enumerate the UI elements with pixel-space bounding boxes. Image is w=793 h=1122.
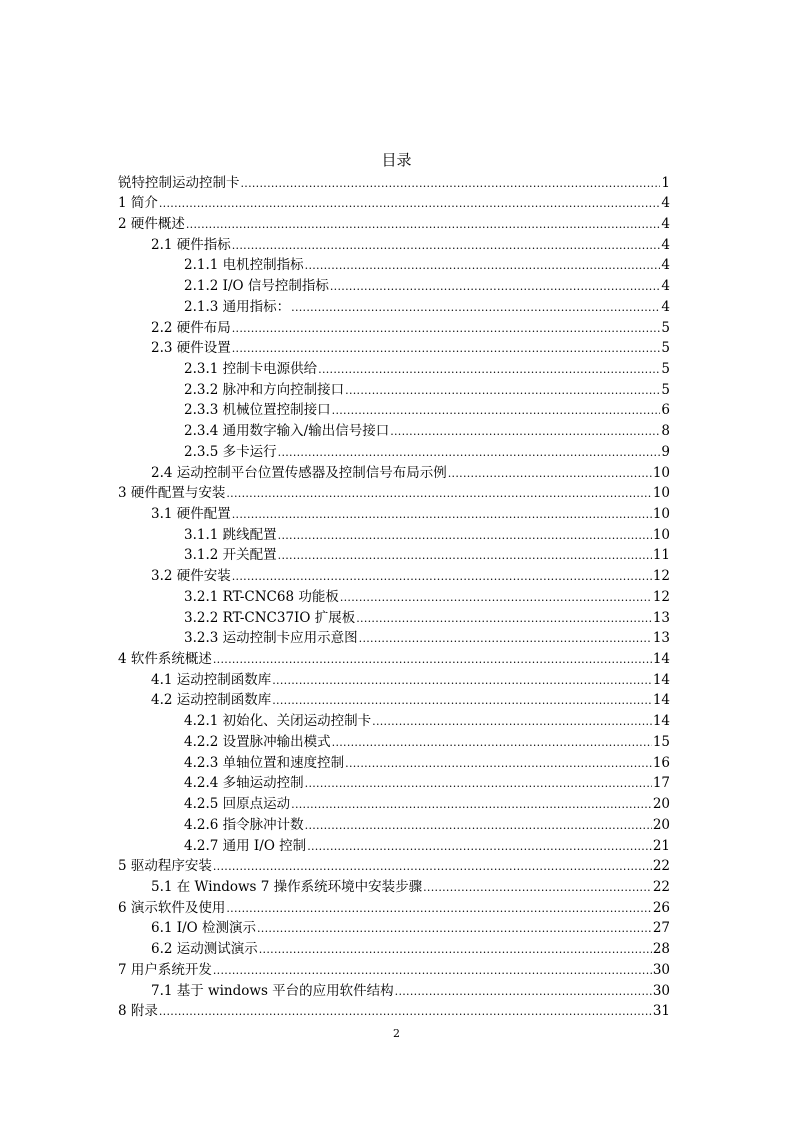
toc-entry-page: 4 bbox=[661, 257, 670, 274]
toc-dot-leader bbox=[159, 1001, 652, 1023]
toc-entry-text: 2.3.3 机械位置控制接口 bbox=[184, 402, 331, 419]
toc-entry-text: 2.3.5 多卡运行 bbox=[184, 443, 277, 460]
toc-dot-leader bbox=[186, 214, 661, 236]
toc-entry-text: 4.2.6 指令脉冲计数 bbox=[184, 816, 304, 833]
toc-dot-leader bbox=[345, 380, 660, 402]
toc-dot-leader bbox=[226, 898, 651, 920]
toc-entry-text: 3.2.2 RT-CNC37IO 扩展板 bbox=[184, 609, 356, 626]
toc-entry-text: 3 硬件配置与安装 bbox=[118, 485, 226, 502]
toc-dot-leader bbox=[232, 338, 661, 360]
toc-entry-text: 3.2.1 RT-CNC68 功能板 bbox=[184, 588, 339, 605]
toc-entry-text: 4.1 运动控制函数库 bbox=[151, 671, 272, 688]
toc-entry-text: 2.1.1 电机控制指标 bbox=[184, 257, 304, 274]
toc-dot-leader bbox=[340, 587, 652, 609]
toc-entry-text: 4 软件系统概述 bbox=[118, 651, 212, 668]
toc-entry[interactable] bbox=[118, 193, 670, 214]
toc-entry-page: 10 bbox=[652, 485, 670, 502]
toc-entry[interactable] bbox=[118, 276, 670, 297]
toc-entry[interactable] bbox=[118, 442, 670, 463]
toc-entry[interactable] bbox=[118, 649, 670, 670]
toc-entry-text: 6 演示软件及使用 bbox=[118, 899, 226, 916]
toc-entry[interactable] bbox=[118, 670, 670, 691]
toc-entry-page: 9 bbox=[661, 443, 670, 460]
toc-entry[interactable] bbox=[118, 981, 670, 1002]
toc-entry-page: 8 bbox=[661, 423, 670, 440]
toc-entry-text: 2.2 硬件布局 bbox=[151, 319, 231, 336]
toc-entry-page: 12 bbox=[652, 588, 670, 605]
toc-entry-page: 1 bbox=[661, 174, 670, 191]
toc-entry-text: 3.1 硬件配置 bbox=[151, 506, 231, 522]
toc-dot-leader bbox=[259, 939, 652, 961]
toc-entry-text: 3.2 硬件安装 bbox=[151, 568, 231, 585]
toc-dot-leader bbox=[232, 566, 652, 588]
toc-entry-page: 11 bbox=[652, 547, 670, 564]
toc-entry-page: 14 bbox=[652, 713, 670, 730]
toc-dot-leader bbox=[232, 504, 652, 526]
toc-dot-leader bbox=[330, 276, 661, 298]
toc-entry[interactable] bbox=[118, 255, 670, 276]
toc-entry-text: 4.2.1 初始化、关闭运动控制卡 bbox=[184, 713, 372, 730]
toc-dot-leader bbox=[213, 856, 652, 878]
toc-entry-text: 8 附录 bbox=[118, 1003, 158, 1020]
toc-dot-leader bbox=[257, 918, 652, 940]
toc-entry[interactable] bbox=[118, 608, 670, 629]
toc-dot-leader bbox=[305, 773, 652, 795]
toc-entry-text: 3.2.3 运动控制卡应用示意图 bbox=[184, 630, 358, 647]
toc-dot-leader bbox=[159, 193, 661, 215]
toc-dot-leader bbox=[372, 711, 652, 733]
toc-entry[interactable] bbox=[118, 525, 670, 546]
toc-entry-page: 15 bbox=[652, 733, 670, 750]
page-number: 2 bbox=[393, 1027, 400, 1040]
toc-entry-page: 14 bbox=[652, 671, 670, 688]
toc-dot-leader bbox=[291, 297, 660, 319]
toc-entry-text: 2.4 运动控制平台位置传感器及控制信号布局示例 bbox=[151, 464, 447, 481]
toc-title: 目录 bbox=[381, 151, 412, 169]
toc-entry-page: 31 bbox=[652, 1003, 670, 1020]
toc-entry[interactable] bbox=[118, 815, 670, 836]
toc-dot-leader bbox=[213, 649, 652, 671]
toc-entry[interactable] bbox=[118, 545, 670, 566]
toc-entry[interactable] bbox=[118, 960, 670, 981]
toc-entry-page: 30 bbox=[652, 982, 670, 999]
toc-entry[interactable] bbox=[118, 836, 670, 857]
toc-entry[interactable] bbox=[118, 877, 670, 898]
toc-entry[interactable] bbox=[118, 794, 670, 815]
toc-entry-page: 26 bbox=[652, 899, 670, 916]
toc-entry[interactable] bbox=[118, 939, 670, 960]
toc-dot-leader bbox=[278, 442, 661, 464]
toc-entry-text: 6.1 I/O 检测演示 bbox=[151, 920, 257, 937]
toc-entry-text: 2.3.2 脉冲和方向控制接口 bbox=[184, 381, 345, 398]
toc-entry-text: 1 简介 bbox=[118, 195, 158, 212]
toc-entry-text: 7 用户系统开发 bbox=[118, 961, 212, 978]
toc-entry[interactable] bbox=[118, 753, 670, 774]
toc-entry[interactable] bbox=[118, 856, 670, 877]
toc-entry-page: 22 bbox=[652, 878, 670, 895]
toc-dot-leader bbox=[318, 359, 660, 381]
toc-entry-text: 2.3.4 通用数字输入/输出信号接口 bbox=[184, 423, 390, 440]
toc-dot-leader bbox=[305, 815, 652, 837]
toc-entry[interactable] bbox=[118, 587, 670, 608]
toc-entry[interactable] bbox=[118, 297, 670, 318]
toc-entry-text: 2.1.2 I/O 信号控制指标 bbox=[184, 278, 329, 295]
toc-entry[interactable] bbox=[118, 918, 670, 939]
toc-entry-page: 10 bbox=[652, 526, 670, 543]
toc-entry[interactable] bbox=[118, 483, 670, 504]
toc-entry-page: 5 bbox=[661, 319, 670, 336]
toc-entry[interactable] bbox=[118, 504, 670, 525]
toc-entry[interactable] bbox=[118, 566, 670, 587]
toc-entry[interactable] bbox=[118, 338, 670, 359]
toc-entry[interactable] bbox=[118, 690, 670, 711]
toc-entry-text: 5 驱动程序安装 bbox=[118, 858, 212, 875]
toc-dot-leader bbox=[395, 981, 652, 1003]
toc-dot-leader bbox=[272, 690, 652, 712]
toc-entry[interactable] bbox=[118, 463, 670, 484]
toc-entry-page: 6 bbox=[661, 402, 670, 419]
toc-entry-page: 14 bbox=[652, 651, 670, 668]
toc-dot-leader bbox=[226, 483, 651, 505]
toc-dot-leader bbox=[232, 318, 661, 340]
toc-entry[interactable] bbox=[118, 421, 670, 442]
toc-entry[interactable] bbox=[118, 380, 670, 401]
toc-entry[interactable] bbox=[118, 773, 670, 794]
toc-entry-text: 4.2.3 单轴位置和速度控制 bbox=[184, 754, 345, 771]
toc-entry-text: 4.2.4 多轴运动控制 bbox=[184, 775, 304, 792]
toc-entry[interactable] bbox=[118, 359, 670, 380]
toc-entry-page: 12 bbox=[652, 568, 670, 585]
toc-dot-leader bbox=[359, 628, 652, 650]
toc-dot-leader bbox=[356, 608, 652, 630]
toc-entry[interactable] bbox=[118, 400, 670, 421]
toc-dot-leader bbox=[448, 463, 652, 485]
toc-entry-page: 14 bbox=[652, 692, 670, 709]
toc-entry-text: 2.1 硬件指标 bbox=[151, 236, 231, 253]
toc-entry-page: 27 bbox=[652, 920, 670, 937]
toc-entry-page: 10 bbox=[652, 506, 670, 522]
toc-entry-page: 22 bbox=[652, 858, 670, 875]
toc-entry-page: 21 bbox=[652, 837, 670, 854]
toc-entry[interactable] bbox=[118, 628, 670, 649]
toc-entry[interactable] bbox=[118, 1001, 670, 1022]
toc-entry-text: 7.1 基于 windows 平台的应用软件结构 bbox=[151, 982, 394, 999]
toc-entry-text: 4.2 运动控制函数库 bbox=[151, 692, 272, 709]
toc-entry-page: 4 bbox=[661, 278, 670, 295]
toc-entry-page: 28 bbox=[652, 941, 670, 958]
toc-entry-page: 13 bbox=[652, 609, 670, 626]
toc-entry-text: 5.1 在 Windows 7 操作系统环境中安装步骤 bbox=[151, 878, 423, 895]
toc-entry-page: 5 bbox=[661, 360, 670, 377]
toc-dot-leader bbox=[332, 732, 652, 754]
toc-entry-page: 17 bbox=[652, 775, 670, 792]
toc-entry-text: 4.2.7 通用 I/O 控制 bbox=[184, 837, 307, 854]
toc-entry-text: 4.2.5 回原点运动 bbox=[184, 796, 291, 813]
toc-entry-text: 2.3.1 控制卡电源供给 bbox=[184, 360, 318, 377]
toc-entry-page: 4 bbox=[661, 215, 670, 232]
toc-dot-leader bbox=[307, 836, 652, 858]
toc-dot-leader bbox=[232, 235, 661, 257]
toc-entry-page: 13 bbox=[652, 630, 670, 647]
toc-entry-page: 20 bbox=[652, 816, 670, 833]
toc-dot-leader bbox=[305, 255, 661, 277]
toc-dot-leader bbox=[213, 960, 652, 982]
toc-entry[interactable] bbox=[118, 711, 670, 732]
toc-dot-leader bbox=[345, 753, 652, 775]
toc-dot-leader bbox=[423, 877, 652, 899]
toc-entry-page: 30 bbox=[652, 961, 670, 978]
toc-dot-leader bbox=[291, 794, 652, 816]
toc-entry-text: 3.1.1 跳线配置 bbox=[184, 526, 277, 543]
toc-entry-text: 2.3 硬件设置 bbox=[151, 340, 231, 357]
toc-entry[interactable] bbox=[118, 898, 670, 919]
toc-dot-leader bbox=[241, 173, 661, 195]
table-of-contents bbox=[118, 173, 670, 1022]
toc-entry-text: 4.2.2 设置脉冲输出模式 bbox=[184, 733, 331, 750]
toc-entry-page: 5 bbox=[661, 340, 670, 357]
toc-entry[interactable] bbox=[118, 318, 670, 339]
toc-entry[interactable] bbox=[118, 173, 670, 194]
toc-entry-page: 4 bbox=[661, 298, 670, 315]
toc-entry-page: 5 bbox=[661, 381, 670, 398]
toc-entry-page: 4 bbox=[661, 236, 670, 253]
toc-entry-page: 16 bbox=[652, 754, 670, 771]
toc-dot-leader bbox=[332, 400, 661, 422]
toc-dot-leader bbox=[272, 670, 652, 692]
toc-entry-text: 3.1.2 开关配置 bbox=[184, 547, 277, 564]
toc-entry-text: 6.2 运动测试演示 bbox=[151, 941, 258, 958]
toc-dot-leader bbox=[278, 545, 652, 567]
toc-entry-page: 20 bbox=[652, 796, 670, 813]
toc-entry[interactable] bbox=[118, 732, 670, 753]
toc-entry[interactable] bbox=[118, 214, 670, 235]
toc-entry-text: 2 硬件概述 bbox=[118, 215, 185, 232]
toc-dot-leader bbox=[278, 525, 652, 547]
toc-entry-text: 2.1.3 通用指标： bbox=[184, 298, 291, 315]
toc-entry[interactable] bbox=[118, 235, 670, 256]
toc-dot-leader bbox=[390, 421, 660, 443]
toc-entry-page: 4 bbox=[661, 195, 670, 212]
toc-entry-text: 锐特控制运动控制卡 bbox=[118, 174, 240, 191]
toc-entry-page: 10 bbox=[652, 464, 670, 481]
